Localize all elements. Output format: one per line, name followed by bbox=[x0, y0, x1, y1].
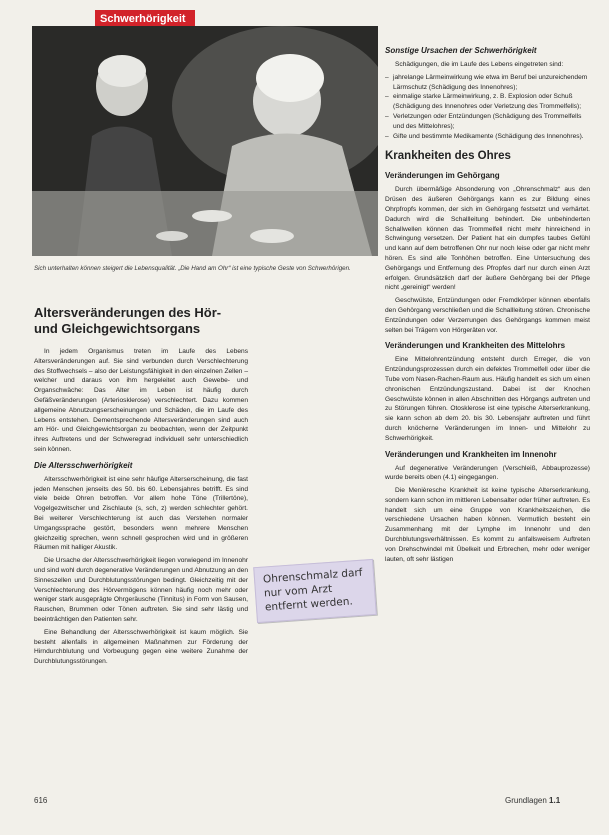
subheading-ear-canal: Veränderungen im Gehörgang bbox=[385, 171, 500, 181]
subheading-presbycusis: Die Altersschwerhörigkeit bbox=[34, 460, 133, 470]
sticky-note: Ohrenschmalz darf nur vom Arzt entfernt werden. bbox=[253, 559, 377, 623]
running-number: 1.1 bbox=[549, 796, 561, 805]
paragraph: Eine Behandlung der Altersschwerhörigkeit ist kaum möglich. Sie besteht allenfalls in allgemeinen Maßnahmen zur Förderung der Hirndurchblutung und Vorbeugung gegen eine weitere Zunahme der Durchblutungsstörungen. bbox=[34, 628, 248, 666]
paragraph: Eine Mittelohrentzündung entsteht durch Erreger, die von Entzündungsprozessen durch ein defektes Trommelfell oder über die Tube vom Nasen-Rachen-Raum aus. Häufig handelt es sich um einen chronischen Entzündungszustand. Dabei ist der Knochen Geschwülste können in allen Abschnitten des Hörgangs auftreten und zu Störungen führen. Otosklerose ist eine typische Alterserkrankung, sie kann schon ab dem 20. bis 30. Lebensjahr auftreten und führt durch knöcherne Veränderungen im Innen- und Mittelohr zu Schwerhörigkeit. bbox=[385, 356, 590, 442]
running-footer bbox=[505, 796, 560, 805]
causes-list bbox=[385, 73, 590, 142]
section-heading-ear-diseases: Krankheiten des Ohres bbox=[385, 150, 511, 163]
photo-caption: Sich unterhalten können steigert die Lebensqualität. „Die Hand am Ohr“ ist eine typische Geste von Schwerhörigen. bbox=[34, 265, 351, 272]
paragraph: Altersschwerhörigkeit ist eine sehr häufige Alterserscheinung, die fast jeden Menschen jenseits des 50. bis 60. Lebensjahres betrifft. Es sind viele beide Ohren betroffen. Vor allem hohe Töne (Trillertöne), Vogelgezwitscher und Zischlaute (s, sch, z) werden schlechter gehört. Bei weiterer Verschlechterung ist auch das Verstehen normaler Umgangssprache gestört, besonders wenn mehrere Menschen gleichzeitig sprechen, wenn schnell gesprochen wird und in größeren Räumen mit halliger Akustik. bbox=[34, 475, 248, 552]
subheading-other-causes: Sonstige Ursachen der Schwerhörigkeit bbox=[385, 46, 537, 55]
paragraph: Geschwülste, Entzündungen oder Fremdkörper können ebenfalls den Gehörgang verschließen und die Schallleitung stören. Chronische Entzündungen oder Verzerrungen des Gehörgangs kommen meist selten bei Trägern von Hörgeräten vor. bbox=[385, 297, 590, 334]
right-column bbox=[385, 40, 590, 567]
list-item: – jahrelange Lärmeinwirkung wie etwa im Beruf bei unzureichendem Lärmschutz (Schädigung des Innenohres); bbox=[393, 73, 590, 93]
list-item: – einmalige starke Lärmeinwirkung, z. B. Explosion oder Schuß (Schädigung des Innenohres oder Verletzung des Trommelfells); bbox=[393, 92, 590, 112]
photo-illustration bbox=[32, 26, 378, 256]
subheading-inner-ear: Veränderungen und Krankheiten im Innenohr bbox=[385, 449, 557, 459]
paragraph: Die Menièresche Krankheit ist keine typische Alterserkrankung, sondern kann schon im mittleren Lebensalter oder früher auftreten. Es handelt sich um eine Gruppe von Krankheitszeichen, die verschiedene Ursachen haben können. Vermutlich besteht ein Zusammenhang mit der Lymphe im Innenohr und den Durchblutungsverhältnissen. Es kommt zu anfallsweisem Auftreten von Drehschwindel mit Übelkeit und Erbrechen, mehr oder weniger lauten, oft sehr lästigen bbox=[385, 487, 590, 563]
paragraph: Die Ursache der Altersschwerhörigkeit liegen vorwiegend im Innenohr und sind wohl durch degenerative Veränderungen und Abnutzung an den Sinneszellen und Durchblutungsstörungen bedingt. Gleichzeitig mit der Verschlechterung des Hörvermögens können häufig noch mehr oder weniger stark ausgeprägte Ohrgeräusche (Tinnitus) in Form von Sausen, Rauschen, Brummen oder Tönen auftreten. Sie sind sehr lästig und beeinträchtigen den Patienten sehr. bbox=[34, 557, 248, 623]
paragraph: Durch übermäßige Absonderung von „Ohrenschmalz“ aus den Drüsen des äußeren Gehörgangs kann es zur Bildung eines Ohrpfropfs kommen, der sich im Gehörgang festsetzt und verhärtet. Dadurch wird die Schallleitung behindert. Die unbehinderten Schallwellen können das Trommelfell nicht mehr hinreichend in Schwingung versetzen. Der Patient hat ein dumpfes taubes Gefühl und kann auf dem betroffenen Ohr nur noch leise oder gar nicht mehr hören. Es sind alle Tonhöhen betroffen. Eine Untersuchung des Gehörgangs und Entfernung des Pfropfes darf nur durch einen Arzt erfolgen. Grundsätzlich darf der äußere Gehörgang bei der Pflege nicht „gereinigt“ werden! bbox=[385, 186, 590, 292]
running-head: Grundlagen bbox=[505, 796, 547, 805]
section-tab: Schwerhörigkeit bbox=[95, 10, 195, 28]
page-number: 616 bbox=[34, 796, 48, 805]
left-column bbox=[34, 305, 248, 670]
subheading-middle-ear: Veränderungen und Krankheiten des Mittelohrs bbox=[385, 341, 566, 351]
paragraph: Auf degenerative Veränderungen (Verschleiß, Abbauprozesse) wurde bereits oben (4.1) eingegangen. bbox=[385, 464, 590, 482]
list-item: – Gifte und bestimmte Medikamente (Schädigung des Innenohres). bbox=[393, 132, 590, 142]
section-heading-age-changes: Altersveränderungen des Hör- und Gleichgewichtsorgans bbox=[34, 305, 222, 336]
photo-elderly-women-talking bbox=[32, 26, 378, 256]
paragraph: Schädigungen, die im Laufe des Lebens eingetreten sind: bbox=[395, 61, 564, 68]
list-item: – Verletzungen oder Entzündungen (Schädigung des Trommelfells und des Mittelohres); bbox=[393, 112, 590, 132]
paragraph: In jedem Organismus treten im Laufe des Lebens Altersveränderungen auf. Sie sind verbunden durch Verschlechterung des Stoffwechsels – also der Leistungsfähigkeit in den einzelnen Zellen – welcher und daraus von ihm hergeleitet auch Gewebe- und Organschwäche: Das Alter im Leben ist häufig durch Gefäßveränderungen (Arteriosklerose) verschlechtert. Dazu kommen allgemeine Abnutzungserscheinungen und Schäden, die im Laufe des Lebens entstehen. Dementsprechende Altersveränderungen sind auch am Hör- und Gleichgewichtsorgan zu beobachten, wenn der Zeitpunkt ihres Auftretens und der Schweregrad individuell sehr unterschiedlich sein können. bbox=[34, 348, 248, 453]
